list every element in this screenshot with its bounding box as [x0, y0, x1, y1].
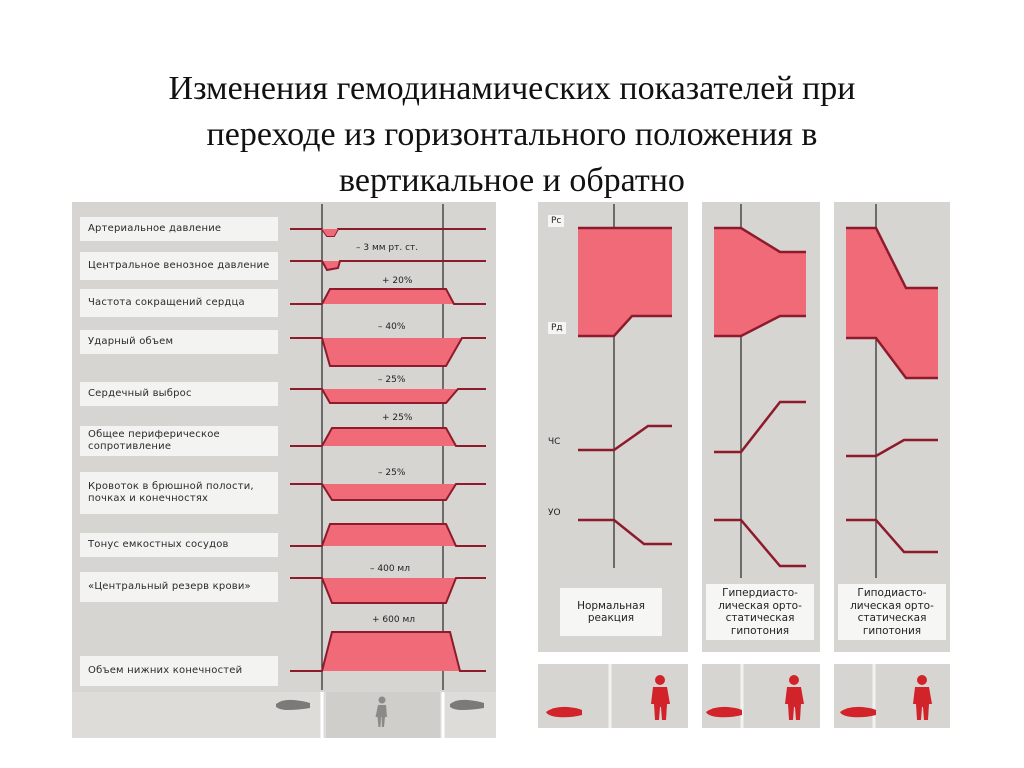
change-cardiac-output: – 25%	[378, 375, 406, 385]
row-label-cardiac-output: Сердечный выброс	[80, 382, 278, 406]
title-line-3: вертикальное и обратно	[339, 162, 685, 199]
caption-hyperdiastolic: Гипердиасто- лическая орто- статическая гипотония	[706, 584, 814, 640]
caption-hypodiastolic: Гиподиасто- лическая орто- статическая гипотония	[838, 584, 946, 640]
row-label-central-venous-pressure: Центральное венозное давление	[80, 252, 278, 280]
row-label-lower-limb-volume: Объем нижних конечностей	[80, 656, 278, 686]
row-label-central-blood-reserve: «Центральный резерв крови»	[80, 572, 278, 602]
caption-normal-reaction: Нормальная реакция	[560, 588, 662, 636]
title-line-1: Изменения гемодинамических показателей при	[168, 70, 856, 107]
axis-label-stroke-volume: УО	[548, 508, 561, 518]
title-line-2: переходе из горизонтального положения в	[206, 116, 818, 153]
axis-label-heart-rate: ЧС	[548, 437, 561, 447]
row-label-stroke-volume: Ударный объем	[80, 330, 278, 354]
change-lower-limb-volume: + 600 мл	[372, 615, 415, 625]
change-stroke-volume: – 40%	[378, 322, 406, 332]
row-label-heart-rate: Частота сокращений сердца	[80, 289, 278, 317]
change-central-blood-reserve: – 400 мл	[370, 564, 410, 574]
row-label-arterial-pressure: Артериальное давление	[80, 217, 278, 241]
row-label-abdominal-blood-flow: Кровоток в брюшной полости, почках и конечностях	[80, 472, 278, 514]
change-abdominal-blood-flow: – 25%	[378, 468, 406, 478]
footer-bg-hypo	[834, 664, 950, 728]
row-label-peripheral-resistance: Общее периферическое сопротивление	[80, 426, 278, 456]
axis-label-diastolic-pressure: Pд	[548, 322, 566, 334]
axis-label-systolic-pressure: Pс	[548, 215, 564, 227]
change-heart-rate: + 20%	[382, 276, 413, 286]
row-label-capacitance-vessel-tone: Тонус емкостных сосудов	[80, 533, 278, 557]
change-peripheral-resistance: + 25%	[382, 413, 413, 423]
change-central-venous-pressure: – 3 мм рт. ст.	[356, 243, 419, 253]
